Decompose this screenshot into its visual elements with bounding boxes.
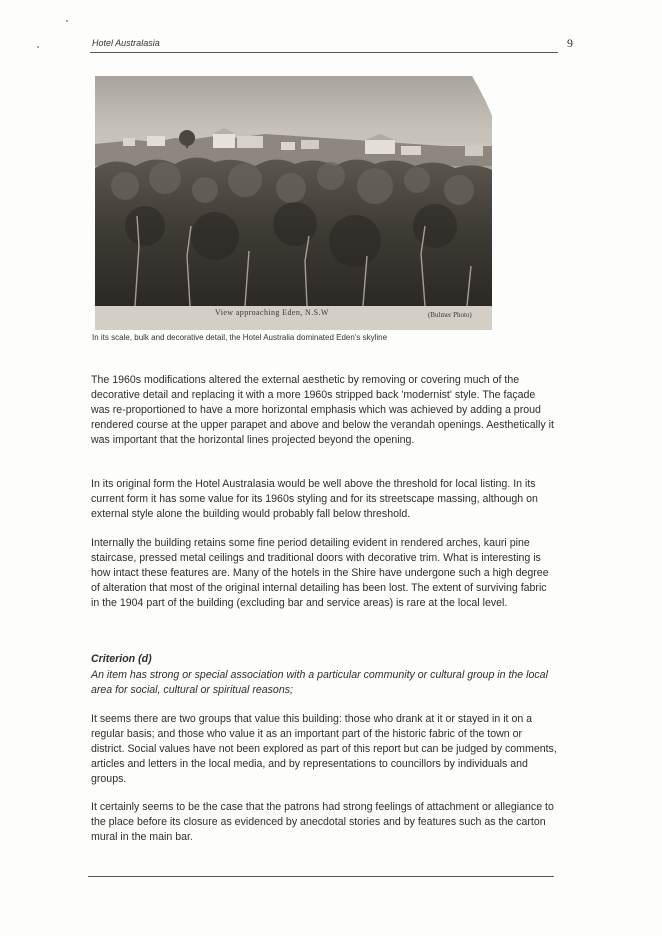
criterion-heading: Criterion (d): [91, 653, 152, 665]
photo-inscription: View approaching Eden, N.S.W: [215, 308, 329, 317]
header-rule: [90, 52, 558, 53]
photo-illustration: [95, 76, 492, 330]
figure-caption: In its scale, bulk and decorative detail, the Hotel Australia dominated Eden's skyline: [92, 333, 388, 342]
scan-speck: [37, 46, 39, 48]
historic-photograph: [95, 76, 492, 330]
paragraph-internal-detailing: Internally the building retains some fine period detailing evident in rendered arches, kauri pine staircase, pressed metal ceilings and traditional doors with decorative trim. What is interesting is how intact these features are. Many of the hotels in the Shire have undergone such a high degree of alteration that most of the original internal detailing has been lost. The extent of surviving fabric in the 1904 part of the building (excluding bar and service areas) is rare at the local level.: [91, 537, 549, 609]
page-number: 9: [567, 36, 573, 50]
footer-rule: [88, 876, 554, 877]
criterion-description: An item has strong or special association with a particular community or cultural group in the local area for social, cultural or spiritual reasons;: [91, 669, 548, 696]
running-header-title: Hotel Australasia: [92, 38, 160, 48]
paragraph-original-form: In its original form the Hotel Australasia would be well above the threshold for local listing. In its current form it has some value for its 1960s styling and for its streetscape massing, although on external style alone the building would probably fall below threshold.: [91, 478, 538, 520]
photo-studio-credit: (Bulmer Photo): [428, 311, 472, 319]
paragraph-patron-attachment: It certainly seems to be the case that the patrons had strong feelings of attachment or allegiance to the place before its closure as evidenced by anecdotal stories and by features such as the carton mural in the main bar.: [91, 801, 554, 843]
scan-speck: [66, 20, 68, 22]
paragraph-1960s-modifications: The 1960s modifications altered the external aesthetic by removing or covering much of the decorative detail and replacing it with a more 1960s stripped back 'modernist' style. The façade was re-proportioned to have a more horizontal emphasis which was achieved by adding a proud rendered course at the upper parapet and above and below the verandah openings. Aesthetically it was important that the horizontal lines projected beyond the opening.: [91, 374, 554, 446]
paragraph-social-value: It seems there are two groups that value this building: those who drank at it or stayed in it on a regular basis; and those who value it as an important part of the historic fabric of the town or district. Social values have not been explored as part of this report but can be judged by comments, articles and letters in the local media, and by representations to councillors by individuals and groups.: [91, 713, 557, 785]
